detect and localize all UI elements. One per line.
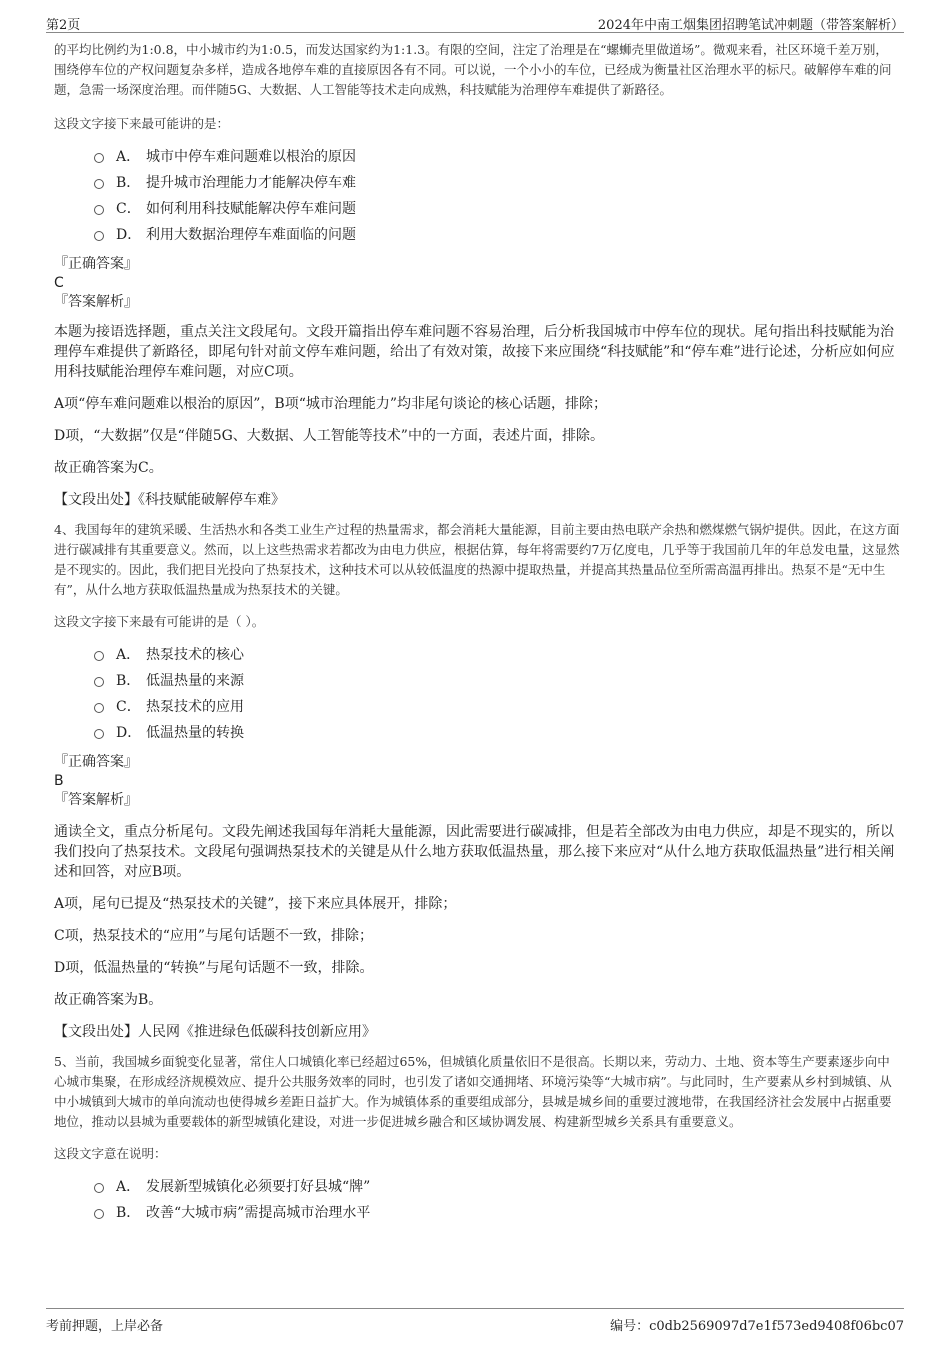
footer-slogan: 考前押题，上岸必备 (46, 1319, 164, 1334)
radio-icon[interactable] (94, 651, 104, 661)
q4-option-a[interactable]: A． 热泵技术的核心 (54, 642, 900, 668)
q3-source: 【文段出处】《科技赋能破解停车难》 (54, 492, 285, 508)
q3-passage: 的平均比例约为1:0.8，中小城市约为1:0.5，而发达国家约为1:1.3。有限的空间，注定了治理是在“螺蛳壳里做道场”。微观来看，社区环境千差万别，围绕停车位的产权问题复杂多样，造成各地停车难的直接原因各有不同。可以说，一个小小的车位，已经成为衡量社区治理水平的标尺。破解停车难的问题，急需一场深度治理。而伴随5G、大数据、人工智能等技术走向成熟，科技赋能为治理停车难提供了新路径。 (54, 42, 892, 97)
q4-passage: 4、我国每年的建筑采暖、生活热水和各类工业生产过程的热量需求，都会消耗大量能源，目前主要由热电联产余热和燃煤燃气锅炉提供。因此，在这方面进行碳减排有其重要意义。然而，以上这些热需求若都改为由电力供应，根据估算，每年将需要约7万亿度电，几乎等于我国前几年的年总发电量，这显然是不现实的。因此，我们把目光投向了热泵技术，这种技术可以从较低温度的热源中提取热量，并提高其热量品位至所需高温再排出。热泵不是“无中生有”，从什么地方获取低温热量成为热泵技术的关键。 (54, 522, 900, 597)
q4-option-c[interactable]: C． 热泵技术的应用 (54, 694, 900, 720)
q4-prompt: 这段文字接下来最有可能讲的是（ ）。 (54, 614, 265, 629)
q5-prompt: 这段文字意在说明： (54, 1146, 167, 1161)
q5-option-a[interactable]: A． 发展新型城镇化必须要打好县城“牌” (54, 1174, 900, 1200)
q3-answer-label: 『正确答案』 (54, 256, 138, 272)
page-footer (46, 1308, 904, 1334)
page-number: 第2页 (46, 18, 81, 33)
q4-option-d[interactable]: D． 低温热量的转换 (54, 720, 900, 746)
q4-answer: B (54, 773, 64, 789)
q3-answer: C (54, 275, 64, 291)
document-title: 2024年中南工烟集团招聘笔试冲刺题（带答案解析） (597, 18, 904, 33)
q4-option-b[interactable]: B． 低温热量的来源 (54, 668, 900, 694)
q5-option-b[interactable]: B． 改善“大城市病”需提高城市治理水平 (54, 1200, 900, 1226)
page-header (46, 12, 904, 33)
q4-analysis-1: 通读全文，重点分析尾句。文段先阐述我国每年消耗大量能源，因此需要进行碳减排，但是若全部改为由电力供应，却是不现实的，所以我们投向了热泵技术。文段尾句强调热泵技术的关键是从什么地方获取低温热量，那么接下来应对“从什么地方获取低温热量”进行相关阐述和回答，对应B项。 (54, 824, 895, 880)
q4-source: 【文段出处】人民网《推进绿色低碳科技创新应用》 (54, 1024, 376, 1040)
q3-prompt: 这段文字接下来最可能讲的是： (54, 116, 230, 131)
radio-icon[interactable] (94, 1183, 104, 1193)
q5-passage: 5、当前，我国城乡面貌变化显著，常住人口城镇化率已经超过65%，但城镇化质量依旧不是很高。长期以来，劳动力、土地、资本等生产要素逐步向中心城市集聚，在形成经济规模效应、提升公共服务效率的同时，也引发了诸如交通拥堵、环境污染等“大城市病”。与此同时，生产要素从乡村到城镇、从中小城镇到大城市的单向流动也使得城乡差距日益扩大。作为城镇体系的重要组成部分，县城是城乡间的重要过渡地带，在我国经济社会发展中占据重要地位，推动以县城为重要载体的新型城镇化建设，对进一步促进城乡融合和区域协调发展、构建新型城乡关系具有重要意义。 (54, 1054, 892, 1129)
document-code: 编号：c0db2569097d7e1f573ed9408f06bc07 (610, 1319, 904, 1334)
q3-analysis-label: 『答案解析』 (54, 294, 138, 310)
q4-options (54, 642, 900, 746)
q3-analysis-2: A项“停车难问题难以根治的原因”，B项“城市治理能力”均非尾句谈论的核心话题，排除； (54, 396, 608, 412)
radio-icon[interactable] (94, 1209, 104, 1219)
radio-icon[interactable] (94, 231, 104, 241)
q4-answer-label: 『正确答案』 (54, 754, 138, 770)
q4-analysis-2: A项，尾句已提及“热泵技术的关键”，接下来应具体展开，排除； (54, 896, 457, 912)
q3-option-a[interactable]: A． 城市中停车难问题难以根治的原因 (54, 144, 900, 170)
q4-analysis-label: 『答案解析』 (54, 792, 138, 808)
radio-icon[interactable] (94, 179, 104, 189)
document-body (54, 40, 900, 1226)
radio-icon[interactable] (94, 677, 104, 687)
q4-analysis-5: 故正确答案为B。 (54, 992, 163, 1008)
radio-icon[interactable] (94, 729, 104, 739)
radio-icon[interactable] (94, 153, 104, 163)
q3-option-d[interactable]: D． 利用大数据治理停车难面临的问题 (54, 222, 900, 248)
radio-icon[interactable] (94, 703, 104, 713)
q3-option-b[interactable]: B． 提升城市治理能力才能解决停车难 (54, 170, 900, 196)
q3-analysis-3: D项，“大数据”仅是“伴随5G、大数据、人工智能等技术”中的一方面，表述片面，排除。 (54, 428, 604, 444)
q3-option-c[interactable]: C． 如何利用科技赋能解决停车难问题 (54, 196, 900, 222)
q4-analysis-4: D项，低温热量的“转换”与尾句话题不一致，排除。 (54, 960, 374, 976)
q4-analysis-3: C项，热泵技术的“应用”与尾句话题不一致，排除； (54, 928, 374, 944)
q3-analysis-4: 故正确答案为C。 (54, 460, 163, 476)
radio-icon[interactable] (94, 205, 104, 215)
q3-analysis-1: 本题为接语选择题，重点关注文段尾句。文段开篇指出停车难问题不容易治理，后分析我国城市中停车位的现状。尾句指出科技赋能为治理停车难提供了新路径，即尾句针对前文停车难问题，给出了有效对策，故接下来应围绕“科技赋能”和“停车难”进行论述，分析应如何应用科技赋能治理停车难问题，对应C项。 (54, 324, 895, 380)
q3-options (54, 144, 900, 248)
q5-options (54, 1174, 900, 1226)
